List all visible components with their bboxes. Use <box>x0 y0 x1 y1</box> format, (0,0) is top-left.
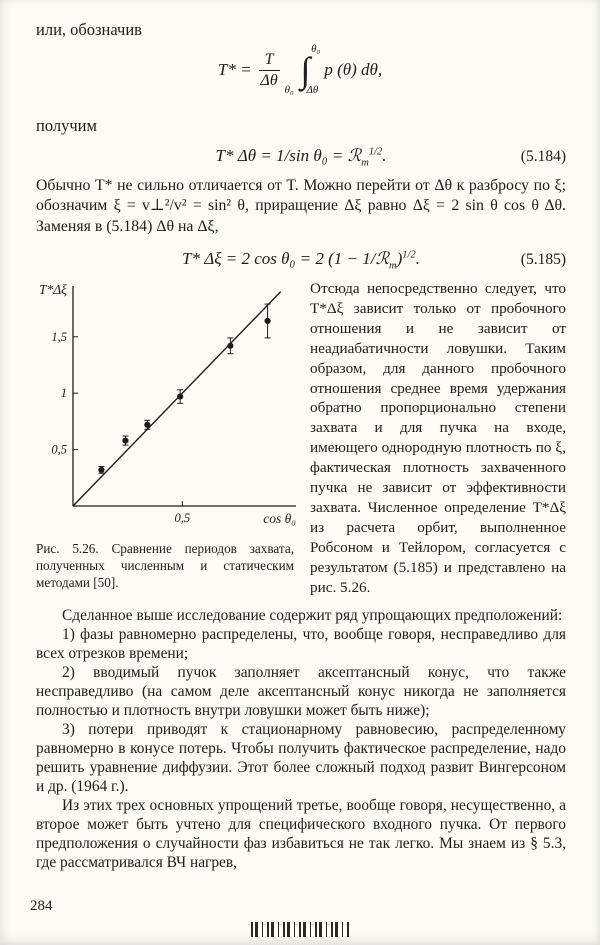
fraction-t-over-dtheta <box>259 51 280 90</box>
body-paragraph: 3) потери приводят к стационарному равновесию, распределенному равномерно в конусе потерь. Чтобы получить фактическое распределение, надо решить уравнение диффузии. Этот более сложный подход развит Вингерсоном и др. (1964 г.). <box>36 721 566 795</box>
body-paragraph: Из этих трех основных упрощений третье, вообще говоря, несущественно, а второе может быть учтено для специфического входного пучка. От первого предположения о случайности фаз избавиться не так легко. Мы знаем из § 5.3, где рассматривался ВЧ нагрев, <box>36 797 566 871</box>
equation-number-5-185: (5.185) <box>520 251 566 268</box>
main-text-block <box>36 606 566 872</box>
integral-upper-limit: θ₀ <box>311 43 321 55</box>
after-integral-text: получим <box>36 116 97 135</box>
equation-body: T* Δξ = 2 cos θ₀ = 2 (1 − 1/ℛ$_m$)$^{1/2}$. <box>182 249 420 272</box>
equation-number-5-184: (5.184) <box>520 148 566 165</box>
formula-lhs: T* = <box>217 60 252 79</box>
integrand: p (θ) dθ, <box>324 60 383 79</box>
svg-text:1: 1 <box>60 386 67 401</box>
body-paragraph: Сделанное выше исследование содержит ряд упрощающих предположений: <box>62 607 563 624</box>
r-superscript: 1/2 <box>402 249 416 261</box>
page-number: 284 <box>30 898 53 914</box>
equation-body: T* Δθ = 1/sin θ₀ = ℛ$_m^{1/2}$. <box>215 146 387 169</box>
svg-text:1,5: 1,5 <box>51 329 67 344</box>
figure-5-26 <box>33 276 301 533</box>
formula-tstar-definition <box>0 44 600 96</box>
svg-text:0,5: 0,5 <box>51 442 67 457</box>
svg-text:T*Δξ: T*Δξ <box>39 282 67 297</box>
integral-with-limits <box>284 43 321 96</box>
mirror-ratio-symbol: ℛ <box>375 249 390 268</box>
mirror-ratio-symbol: ℛ <box>347 146 362 165</box>
r-superscript: 1/2 <box>368 146 383 158</box>
equation-5-185 <box>36 249 566 272</box>
r-subscript: m <box>389 260 397 272</box>
right-column-text: Отсюда непосредственно следует, что T*Δξ зависит только от пробочного отношения и не зависит от неадиабатичности ловушки. Таким образом, для данного пробочного отношения среднее время удержания обратно пропорционально степени захвата и для пучка на входе, имеющего однородную плотность по ξ, фактическая плотность захваченного пучка не зависит от эффективности захвата. Численное определение T*Δξ из расчета орбит, выполненное Робсоном и Тейлором, согласуется с результатом (5.185) и представлено на рис. 5.26. <box>310 280 566 596</box>
fraction-denominator: Δθ <box>260 71 278 89</box>
fraction-numerator: T <box>259 51 280 71</box>
paragraph-delta-xi: Обычно T* не сильно отличается от T. Можно перейти от Δθ к разбросу по ξ; обозначим ξ = v⊥²/v² = sin² θ, приращение Δξ равно Δξ = 2 sin θ cos θ Δθ. Заменяя в (5.184) Δθ на Δξ, <box>36 177 566 235</box>
body-paragraph: 1) фазы равномерно распределены, что, вообще говоря, несправедливо для всех отрезков времени; <box>36 626 566 662</box>
integral-sign: ∫ <box>300 50 311 90</box>
r-subscript: m <box>361 157 369 169</box>
svg-text:cos θ₀: cos θ₀ <box>263 511 296 526</box>
barcode <box>251 922 349 937</box>
integral-lower-limit: θ₀ − Δθ <box>284 84 319 96</box>
figure-plot <box>33 276 301 528</box>
lead-in-text: или, обозначив <box>36 20 142 39</box>
figure-caption: Рис. 5.26. Сравнение периодов захвата, полученных численным и статическим методами [50]. <box>36 541 294 590</box>
equation-5-184 <box>36 146 566 169</box>
body-paragraph: 2) вводимый пучок заполняет аксептансный конус, что также несправедливо (на самом деле аксептансный конус никогда не заполняется полностью и плотность внутри ловушки может быть ниже); <box>36 664 566 719</box>
svg-text:0,5: 0,5 <box>174 511 191 525</box>
